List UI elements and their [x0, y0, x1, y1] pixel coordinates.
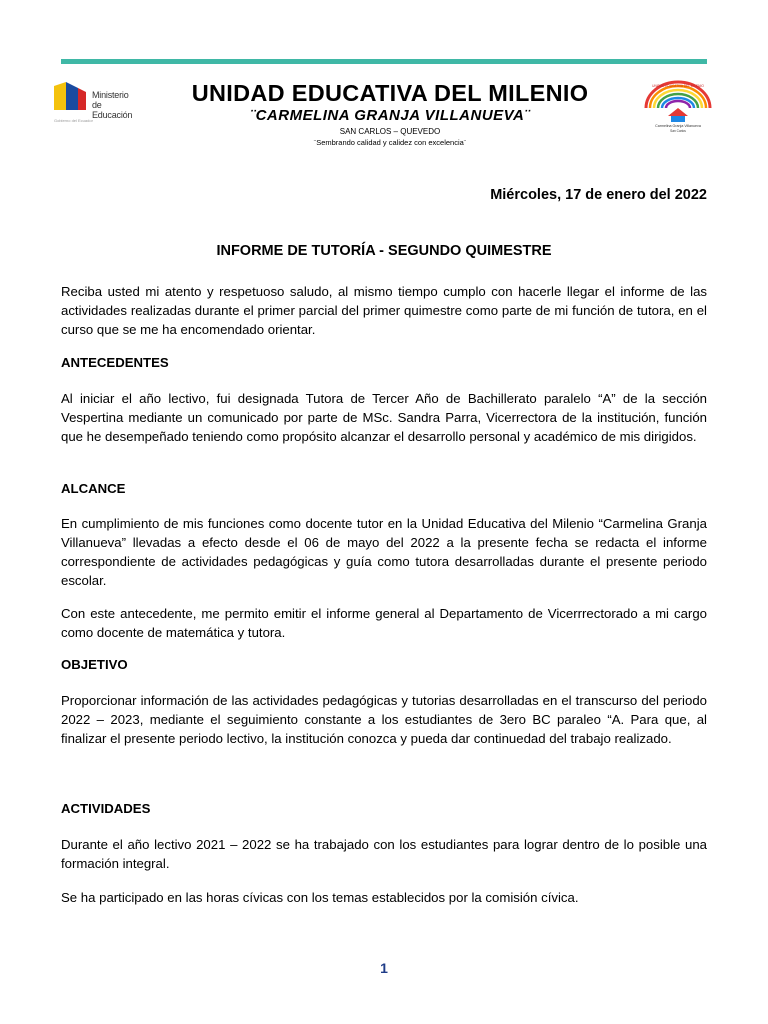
- school-subtitle: ¨CARMELINA GRANJA VILLANUEVA¨: [250, 107, 530, 124]
- school-motto: ¨Sembrando calidad y calidez con excelencia¨: [313, 138, 467, 147]
- report-title: INFORME DE TUTORÍA - SEGUNDO QUIMESTRE: [216, 243, 552, 259]
- antecedentes-paragraph: Al iniciar el año lectivo, fui designada Tutora de Tercer Año de Bachillerato paralelo “A” de la sección Vespertina mediante un comunicado por parte de MSc. Sandra Parra, Vicerrectora de la institución, función que he desempeñado teniendo como propósito alcanzar el desarrollo personal y académico de mis dirigidos.: [61, 391, 707, 444]
- antecedentes-heading: ANTECEDENTES: [61, 355, 169, 370]
- letterhead: [50, 74, 718, 158]
- ministry-caption: Gobierno del Ecuador: [54, 118, 93, 123]
- actividades-paragraph-2: Se ha participado en las horas cívicas con los temas establecidos por la comisión cívica.: [61, 890, 579, 905]
- actividades-heading: ACTIVIDADES: [61, 801, 151, 816]
- ministry-emblem-icon: [52, 80, 88, 112]
- alcance-paragraph-2: Con este antecedente, me permito emitir el informe general al Departamento de Vicerrrectorado a mi cargo como docente de matemática y tutora.: [61, 606, 707, 640]
- svg-text:Carmelina Granja Villanueva: Carmelina Granja Villanueva: [655, 124, 701, 128]
- header-accent-rule: [61, 59, 707, 64]
- objetivo-heading: OBJETIVO: [61, 657, 128, 672]
- svg-text:UNIDAD EDUCATIVA DEL MILENIO: UNIDAD EDUCATIVA DEL MILENIO: [652, 84, 704, 88]
- school-logo: [638, 78, 718, 134]
- actividades-paragraph-1: Durante el año lectivo 2021 – 2022 se ha trabajado con los estudiantes para lograr dentro de lo posible una formación integral.: [61, 837, 707, 871]
- intro-paragraph: Reciba usted mi atento y respetuoso saludo, al mismo tiempo cumplo con hacerle llegar el informe de las actividades realizadas durante el primer parcial del primer quimestre como parte de mi función de tutora, en el curso que se me ha encomendado orientar.: [61, 284, 707, 337]
- ministry-name: Ministerio de Educación: [92, 90, 133, 120]
- ministry-of-education-logo: [52, 80, 142, 123]
- page-number: 1: [380, 960, 388, 976]
- svg-text:San Carlos: San Carlos: [670, 129, 686, 133]
- document-date: Miércoles, 17 de enero del 2022: [490, 187, 707, 203]
- school-location: SAN CARLOS – QUEVEDO: [339, 127, 441, 136]
- school-name: UNIDAD EDUCATIVA DEL MILENIO: [191, 80, 589, 106]
- alcance-heading: ALCANCE: [61, 481, 126, 496]
- school-crest-icon: [638, 78, 718, 134]
- alcance-paragraph-1: En cumplimiento de mis funciones como docente tutor en la Unidad Educativa del Milenio “Carmelina Granja Villanueva” llevadas a efecto desde el 06 de mayo del 2022 a la presente fecha se redacta el informe correspondiente de actividades pedagógicas y guía como tutora desarrolladas durante el presente periodo escolar.: [61, 516, 707, 588]
- objetivo-paragraph: Proporcionar información de las actividades pedagógicas y tutorias desarrolladas en el transcurso del periodo 2022 – 2023, mediante el seguimiento constante a los estudiantes de 3ero BC paraleo “A. Para que, al finalizar el presente periodo lectivo, la institución conozca y pueda dar continuedad del trabajo realizado.: [61, 693, 707, 746]
